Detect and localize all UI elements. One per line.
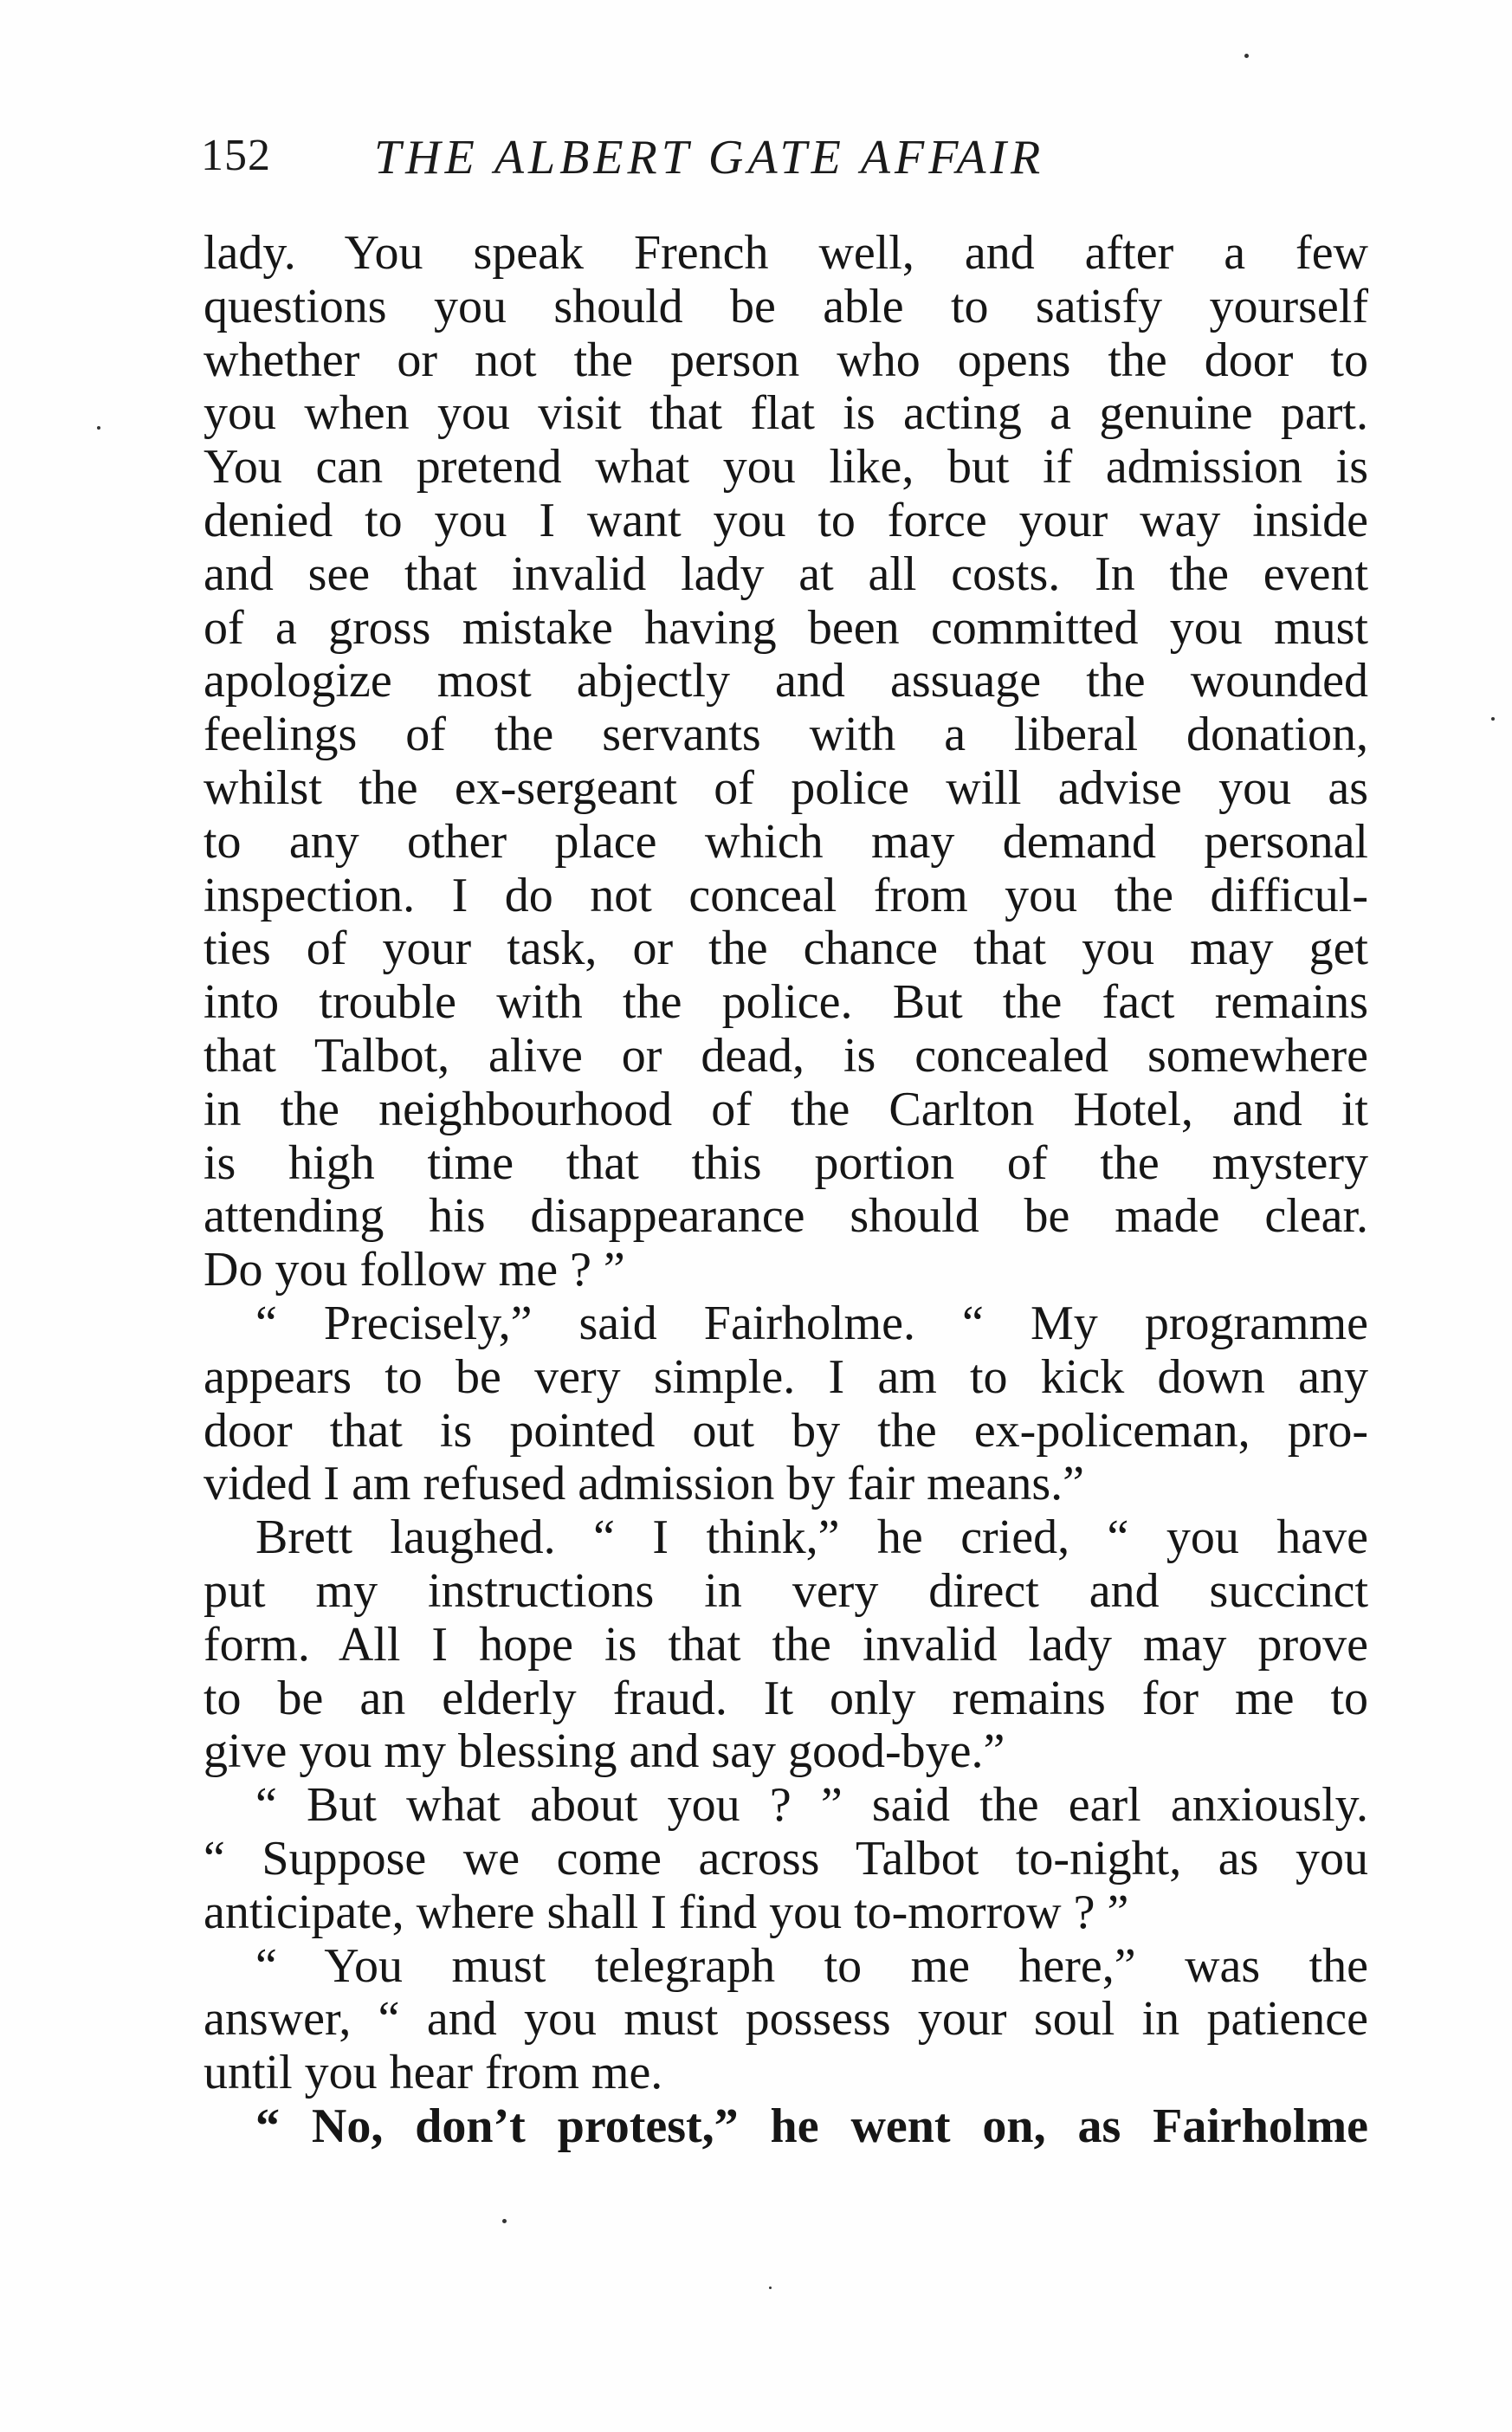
text-line: “ Suppose we come across Talbot to-night, as you: [204, 1831, 1368, 1885]
text-line: anticipate, where shall I find you to-morrow ? ”: [204, 1885, 1129, 1939]
text-line: into trouble with the police. But the fact remains: [204, 975, 1368, 1030]
text-line: is high time that this portion of the mystery: [204, 1135, 1368, 1190]
text-line: until you hear from me.: [204, 2046, 663, 2100]
text-line: to be an elderly fraud. It only remains for me to: [204, 1671, 1368, 1725]
text-line: door that is pointed out by the ex-policeman, pro-: [204, 1403, 1368, 1458]
ink-speck: [769, 2286, 772, 2289]
text-line: ties of your task, or the chance that you may get: [204, 922, 1368, 976]
ink-speck: [97, 426, 100, 430]
page-number: 152: [201, 131, 271, 180]
text-line: Do you follow me ? ”: [204, 1243, 625, 1297]
text-line: “ No, don’t protest,” he went on, as Fairholme: [255, 2099, 1368, 2153]
text-line: feelings of the servants with a liberal donation,: [204, 708, 1368, 762]
text-line: that Talbot, alive or dead, is concealed somewhere: [204, 1028, 1368, 1083]
ink-speck: [1244, 54, 1249, 58]
text-line: “ Precisely,” said Fairholme. “ My programme: [255, 1296, 1368, 1350]
text-line: “ You must telegraph to me here,” was the: [255, 1938, 1368, 1993]
ink-speck: [1491, 717, 1495, 721]
text-line: attending his disappearance should be made clear.: [204, 1189, 1368, 1244]
text-line: vided I am refused admission by fair means.”: [204, 1457, 1085, 1511]
text-line: of a gross mistake having been committed you must: [204, 600, 1368, 655]
text-line: form. All I hope is that the invalid lady may prove: [204, 1617, 1368, 1672]
text-line: in the neighbourhood of the Carlton Hotel, and it: [204, 1082, 1368, 1136]
text-line: answer, “ and you must possess your soul in patience: [204, 1992, 1368, 2047]
text-line: appears to be very simple. I am to kick down any: [204, 1349, 1368, 1404]
text-line: inspection. I do not conceal from you the difficul-: [204, 868, 1368, 922]
text-line: denied to you I want you to force your way inside: [204, 493, 1368, 547]
text-line: apologize most abjectly and assuage the wounded: [204, 654, 1368, 708]
text-line: lady. You speak French well, and after a few: [204, 226, 1368, 280]
text-line: and see that invalid lady at all costs. In the event: [204, 547, 1368, 601]
text-line: questions you should be able to satisfy yourself: [204, 279, 1368, 333]
ink-speck: [502, 2219, 507, 2223]
body-text: [204, 227, 1368, 2154]
text-line: whilst the ex-sergeant of police will advise you as: [204, 760, 1368, 815]
page-header: [201, 130, 1214, 191]
text-line: give you my blessing and say good-bye.”: [204, 1724, 1005, 1779]
text-line: to any other place which may demand personal: [204, 814, 1368, 869]
text-line: You can pretend what you like, but if admission is: [204, 440, 1368, 495]
text-line: you when you visit that flat is acting a genuine part.: [204, 386, 1368, 441]
text-line: put my instructions in very direct and succinct: [204, 1563, 1368, 1618]
text-line: “ But what about you ? ” said the earl anxiously.: [255, 1778, 1368, 1833]
text-line: Brett laughed. “ I think,” he cried, “ you have: [255, 1510, 1368, 1565]
text-line: whether or not the person who opens the door to: [204, 333, 1368, 387]
running-title: THE ALBERT GATE AFFAIR: [374, 131, 1045, 184]
